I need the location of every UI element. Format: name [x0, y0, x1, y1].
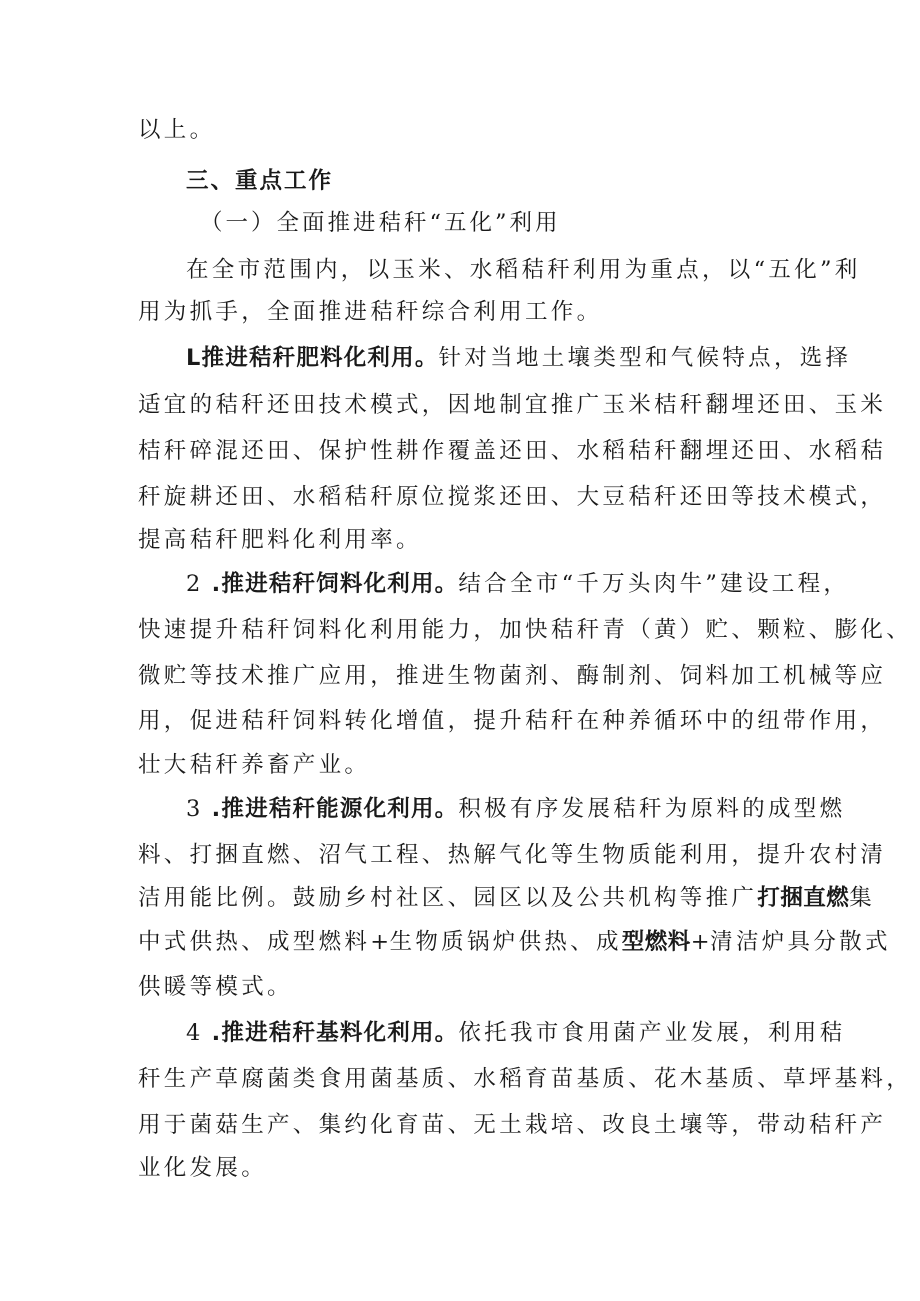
section-heading: 三、重点工作 [186, 168, 334, 194]
item3-text: 中式供热、成型燃料 [138, 929, 371, 955]
item2-line: 用，促进秸秆饲料转化增值，提升秸秆在种养循环中的纽带作用， [138, 708, 887, 734]
intro-line: 用为抓手，全面推进秸秆综合利用工作。 [138, 299, 603, 325]
item2-text: 结合全市“千万头肉牛”建设工程， [458, 571, 850, 597]
item3-number: 3 [186, 796, 204, 822]
item3-text: 洁用能比例。鼓励乡村社区、园区以及公共机构等推广 [138, 885, 758, 911]
item1-text: 针对当地土壤类型和气候特点，选择 [438, 345, 852, 371]
item3-bold-phrase: 打捆直燃 [757, 885, 850, 911]
item1-line: 秆旋耕还田、水稻秸秆原位搅浆还田、大豆秸秆还田等技术模式， [138, 484, 887, 510]
item2-line: 快速提升秸秆饲料化利用能力，加快秸秆青（黄）贮、颗粒、膨化、 [138, 617, 913, 643]
item1-first-line [186, 343, 851, 373]
item1-line: 适宜的秸秆还田技术模式，因地制宜推广玉米桔秆翻埋还田、玉米 [138, 392, 887, 418]
item3-bold-phrase: 型燃料 [621, 929, 691, 955]
item3-line [138, 883, 875, 913]
item1-line: 提高秸秆肥料化利用率。 [138, 527, 422, 553]
plus-sign: + [690, 929, 711, 955]
item3-line: 供暖等模式。 [138, 974, 293, 1000]
item4-line: 秆生产草腐菌类食用菌基质、水稻育苗基质、花木基质、草坪基料， [138, 1066, 913, 1092]
item3-text: 积极有序发展秸秆为原料的成型燃 [458, 796, 846, 822]
item3-line: 料、打捆直燃、沼气工程、热解气化等生物质能利用，提升农村清 [138, 842, 887, 868]
carryover-line: 以上。 [138, 117, 216, 143]
item2-first-line [186, 569, 849, 599]
item1-title: L推进秸秆肥料化利用。 [186, 345, 439, 371]
subsection-heading: （一）全面推进秸秆“五化”利用 [200, 210, 561, 236]
item2-line: 壮大秸秆养畜产业。 [138, 752, 371, 778]
item4-line: 用于菌菇生产、集约化育苗、无土栽培、改良土壤等，带动秸秆产 [138, 1112, 887, 1138]
plus-sign: + [370, 929, 390, 955]
item3-title: .推进秸秆能源化利用。 [211, 796, 459, 822]
item2-line: 微贮等技术推广应用，推进生物菌剂、酶制剂、饲料加工机械等应 [138, 663, 887, 689]
intro-line: 在全市范围内，以玉米、水稻秸秆利用为重点，以“五化”利 [186, 257, 861, 283]
item4-text: 依托我市食用菌产业发展，利用秸 [458, 1020, 846, 1046]
item3-line [138, 927, 891, 957]
item4-number: 4 [186, 1020, 204, 1046]
item4-title: .推进秸秆基料化利用。 [211, 1020, 459, 1046]
item4-line: 业化发展。 [138, 1155, 268, 1181]
item4-first-line [186, 1018, 845, 1048]
item3-first-line [186, 794, 845, 824]
item2-number: 2 [186, 571, 204, 597]
item1-line: 桔秆碎混还田、保护性耕作覆盖还田、水稻秸秆翻埋还田、水稻秸 [138, 438, 887, 464]
item3-text: 生物质锅炉供热、成 [389, 929, 622, 955]
item3-text: 集 [849, 885, 876, 911]
item3-text: 清洁炉具分散式 [710, 929, 891, 955]
item2-title: .推进秸秆饲料化利用。 [211, 571, 459, 597]
